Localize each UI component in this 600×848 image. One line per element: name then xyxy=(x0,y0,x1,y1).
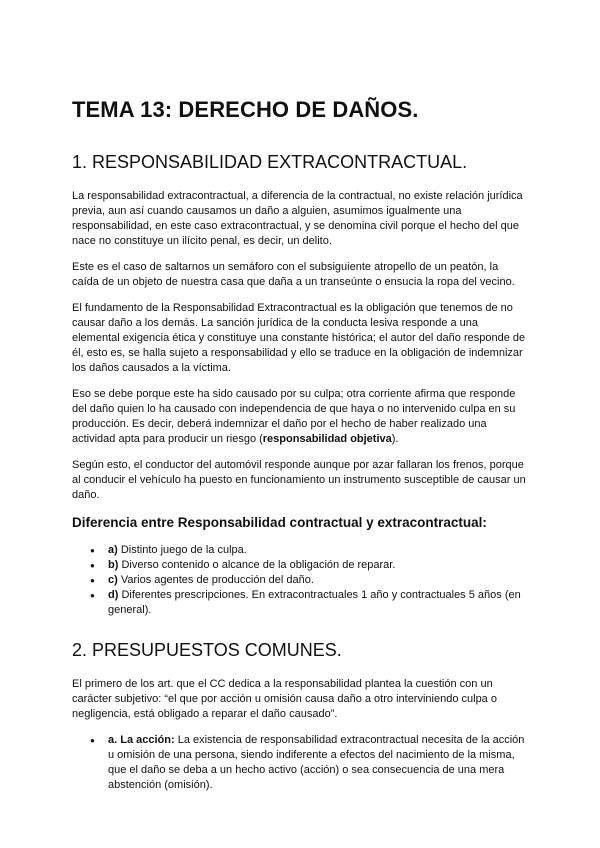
paragraph-text: ). xyxy=(391,433,399,445)
list-item xyxy=(108,588,528,618)
paragraph: El primero de los art. que el CC dedica a la responsabilidad plantea la cuestión con un carácter subjetivo: “el que por acción u omisión causa daño a otro interviniendo culpa o negligencia, está obligado a reparar el daño causado”. xyxy=(72,678,497,720)
page-title: TEMA 13: DERECHO DE DAÑOS. xyxy=(72,97,419,122)
item-label: d) xyxy=(108,589,119,601)
item-label: c) xyxy=(108,574,118,586)
list-item xyxy=(108,573,528,588)
item-label: b) xyxy=(108,559,119,571)
paragraph: El fundamento de la Responsabilidad Extracontractual es la obligación que tenemos de no causar daño a los demás. La sanción jurídica de la conducta lesiva responde a una elemental exigencia ética y constituye una constante histórica; el autor del daño responde de él, esto es, se halla sujeto a responsabilidad y ello se traduce en la obligación de indemnizar los daños causados a la víctima. xyxy=(72,302,526,374)
item-text: Diferentes prescripciones. En extracontractuales 1 año y contractuales 5 años (en general). xyxy=(108,589,521,616)
paragraph: La responsabilidad extracontractual, a diferencia de la contractual, no existe relación jurídica previa, aun así cuando causamos un daño a alguien, asumimos igualmente una responsabilidad, en este caso extracontractual, y se denomina civil porque el hecho del que nace no constituye un ilícito penal, es decir, un delito. xyxy=(72,190,523,247)
subsection-heading-diferencia: Diferencia entre Responsabilidad contractual y extracontractual: xyxy=(72,515,487,530)
list-item xyxy=(108,733,528,793)
paragraph-text: Eso se debe porque este ha sido causado por su culpa; otra corriente afirma que responde del daño quien lo ha causado con independencia de que haya o no intervenido culpa en su producción. Es decir, deberá indemnizar el daño por el hecho de haber realizado una actividad apta para producir un riesgo ( xyxy=(72,388,516,445)
presupuestos-list xyxy=(72,733,528,793)
item-text: Diverso contenido o alcance de la obligación de reparar. xyxy=(118,559,396,571)
item-text: Varios agentes de producción del daño. xyxy=(117,574,314,586)
list-item xyxy=(108,558,528,573)
item-label: a. La acción: xyxy=(108,734,175,746)
item-text: La existencia de responsabilidad extracontractual necesita de la acción u omisión de una persona, siendo indiferente a efectos del nacimiento de la misma, que el daño se deba a un hecho activo (acción) o sea consecuencia de una mera abstención (omisión). xyxy=(108,734,525,791)
bold-term: responsabilidad objetiva xyxy=(262,433,392,445)
section-heading-responsabilidad: 1. RESPONSABILIDAD EXTRACONTRACTUAL. xyxy=(72,152,468,172)
item-text: Distinto juego de la culpa. xyxy=(117,544,247,556)
section-heading-presupuestos: 2. PRESUPUESTOS COMUNES. xyxy=(72,640,342,660)
paragraph: Según esto, el conductor del automóvil responde aunque por azar fallaran los frenos, porque al conducir el vehículo ha puesto en funcionamiento un instrumento susceptible de causar un daño. xyxy=(72,459,526,501)
item-label: a) xyxy=(108,544,118,556)
difference-list xyxy=(72,543,528,618)
paragraph xyxy=(72,387,528,447)
list-item xyxy=(108,543,528,558)
paragraph: Este es el caso de saltarnos un semáforo con el subsiguiente atropello de un peatón, la caída de un objeto de nuestra casa que daña a un transeúnte o ensucia la ropa del vecino. xyxy=(72,261,515,288)
